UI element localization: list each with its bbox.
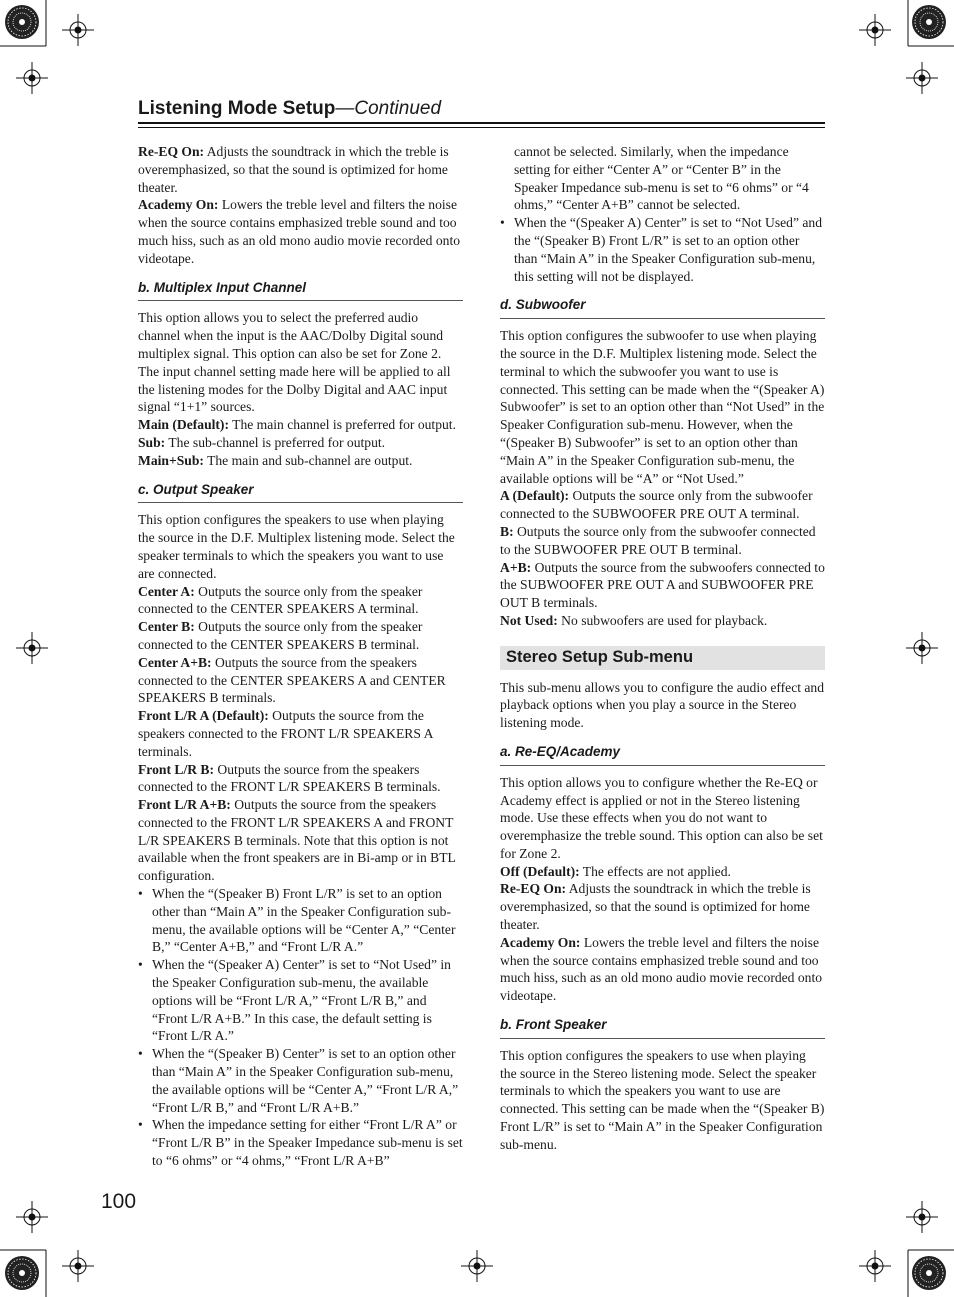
left-column — [138, 143, 463, 1170]
page-title: Listening Mode Setup — [138, 98, 336, 119]
reeq-definition: Re-EQ On: Adjusts the soundtrack in which the treble is overemphasized, so that the sound is optimized for home theater. — [138, 144, 449, 195]
page-title-continued: —Continued — [335, 98, 442, 119]
off-definition: Off (Default): The effects are not applied. — [500, 863, 731, 879]
output-speaker-heading: c. Output Speaker — [138, 481, 463, 504]
right-column — [500, 143, 825, 1154]
center-a-definition: Center A: Outputs the source only from the speaker connected to the CENTER SPEAKERS A terminal. — [138, 583, 423, 617]
reeq-academy-intro: This option allows you to configure whether the Re-EQ or Academy effect is applied or not in the Stereo listening mode. Use these effects when you do not want to overemphasize the treble sound. This option can also be set for Zone 2. — [500, 774, 823, 861]
subwoofer-heading: d. Subwoofer — [500, 296, 825, 319]
output-notes-list — [138, 885, 463, 1170]
list-item: • When the “(Speaker B) Front L/R” is set to an option other than “Main A” in the Speaker Configuration sub-menu, the available options will be “Center A,” “Center B,” “Center A+B,” and “Front L/R A.” — [138, 885, 463, 956]
front-ab-definition: Front L/R A+B: Outputs the source from the speakers connected to the FRONT L/R SPEAKERS A and FRONT L/R SPEAKERS B terminals. Note that this option is not available when the front speakers are in Bi-amp or in BTL configuration. — [138, 797, 456, 884]
page-number: 100 — [101, 1190, 137, 1213]
center-b-definition: Center B: Outputs the source only from the speaker connected to the CENTER SPEAKERS B terminal. — [138, 619, 423, 652]
reeq-definition-stereo: Re-EQ On: Adjusts the soundtrack in which the treble is overemphasized, so that the sound is optimized for home theater. — [500, 881, 811, 933]
a-definition: A (Default): Outputs the source only from the subwoofer connected to the SUBWOOFER PRE OUT A terminal. — [500, 488, 813, 522]
list-item: • When the “(Speaker B) Center” is set to an option other than “Main A” in the Speaker Configuration sub-menu, the available options will be “Center A,” “Front L/R A,” “Front L/R B,” and “Front L/R A+B.” — [138, 1045, 463, 1116]
center-ab-definition: Center A+B: Outputs the source from the speakers connected to the CENTER SPEAKERS A and CENTER SPEAKERS B terminals. — [138, 654, 446, 706]
subwoofer-intro: This option configures the subwoofer to use when playing the source in the D.F. Multiplex listening mode. Select the terminal to which the subwoofer you want to use is connected. This setting can be made when the “(Speaker A) Subwoofer” is set to an option other than “Not Used” in the Speaker Configuration sub-menu. However, when the “(Speaker B) Subwoofer” is set to an option other than “Main A” in the Speaker Configuration sub-menu, the available options will be “A” or “Not Used.” — [500, 328, 825, 486]
list-item: • When the “(Speaker A) Center” is set to “Not Used” in the Speaker Configuration sub-menu, the available options will be “Front L/R A,” “Front L/R B,” and “Front L/R A+B.” In this case, the default setting is “Front L/R A.” — [138, 956, 463, 1045]
multiplex-input-heading: b. Multiplex Input Channel — [138, 279, 463, 302]
not-used-definition: Not Used: No subwoofers are used for playback. — [500, 612, 768, 628]
stereo-setup-heading: Stereo Setup Sub-menu — [500, 646, 825, 670]
bullet-continuation: cannot be selected. Similarly, when the impedance setting for either “Center A” or “Center B” in the Speaker Impedance sub-menu is set to “6 ohms” or “4 ohms,” “Center A+B” cannot be selected. — [514, 144, 809, 213]
list-item: • When the impedance setting for either “Front L/R A” or “Front L/R B” in the Speaker Impedance sub-menu is set to “6 ohms” or “4 ohms,” “Front L/R A+B” — [138, 1116, 463, 1169]
front-speaker-intro: This option configures the speakers to use when playing the source in the Stereo listening mode. Select the speaker terminals to which the speakers you want to use are connected. This setting can be made when the “(Speaker B) Front L/R” is set to “Main A” in the Speaker Configuration sub-menu. — [500, 1047, 825, 1152]
academy-definition-stereo: Academy On: Lowers the treble level and filters the noise when the source contains emphasized treble sound and too much hiss, such as an old mono audio movie recorded onto videotape. — [500, 934, 823, 1004]
front-a-definition: Front L/R A (Default): Outputs the source from the speakers connected to the FRONT L/R SPEAKERS A terminals. — [138, 708, 433, 759]
academy-definition: Academy On: Lowers the treble level and filters the noise when the source contains emphasized treble sound and too much hiss, such as an old mono audio movie recorded onto videotape. — [138, 197, 461, 266]
list-item: • When the “(Speaker A) Center” is set to “Not Used” and the “(Speaker B) Front L/R” is set to an option other than “Main A” in the Speaker Configuration sub-menu, this setting will not be displayed. — [500, 214, 825, 285]
mainsub-definition: Main+Sub: The main and sub-channel are output. — [138, 452, 413, 468]
main-definition: Main (Default): The main channel is preferred for output. — [138, 417, 456, 433]
sub-definition: Sub: The sub-channel is preferred for output. — [138, 434, 386, 450]
b-definition: B: Outputs the source only from the subwoofer connected to the SUBWOOFER PRE OUT B terminal. — [500, 523, 816, 557]
stereo-intro: This sub-menu allows you to configure the audio effect and playback options when you play a source in the Stereo listening mode. — [500, 679, 825, 731]
front-speaker-heading: b. Front Speaker — [500, 1016, 825, 1039]
page-header — [138, 98, 825, 124]
multiplex-intro: This option allows you to select the preferred audio channel when the input is the AAC/Dolby Digital sound multiplex signal. This option can also be set for Zone 2. The input channel setting made here will be applied to all the listening modes for the Dolby Digital and AAC input signal “1+1” sources. — [138, 310, 451, 415]
reeq-academy-heading: a. Re-EQ/Academy — [500, 743, 825, 766]
ab-definition: A+B: Outputs the source from the subwoofers connected to the SUBWOOFER PRE OUT A and SUBWOOFER PRE OUT B terminals. — [500, 559, 825, 611]
output-intro: This option configures the speakers to use when playing the source in the D.F. Multiplex listening mode. Select the speaker terminals to which the speakers you want to use are connected. — [138, 512, 455, 581]
output-notes-list-continued — [500, 214, 825, 285]
front-b-definition: Front L/R B: Outputs the source from the speakers connected to the FRONT L/R SPEAKERS B terminals. — [138, 761, 441, 795]
